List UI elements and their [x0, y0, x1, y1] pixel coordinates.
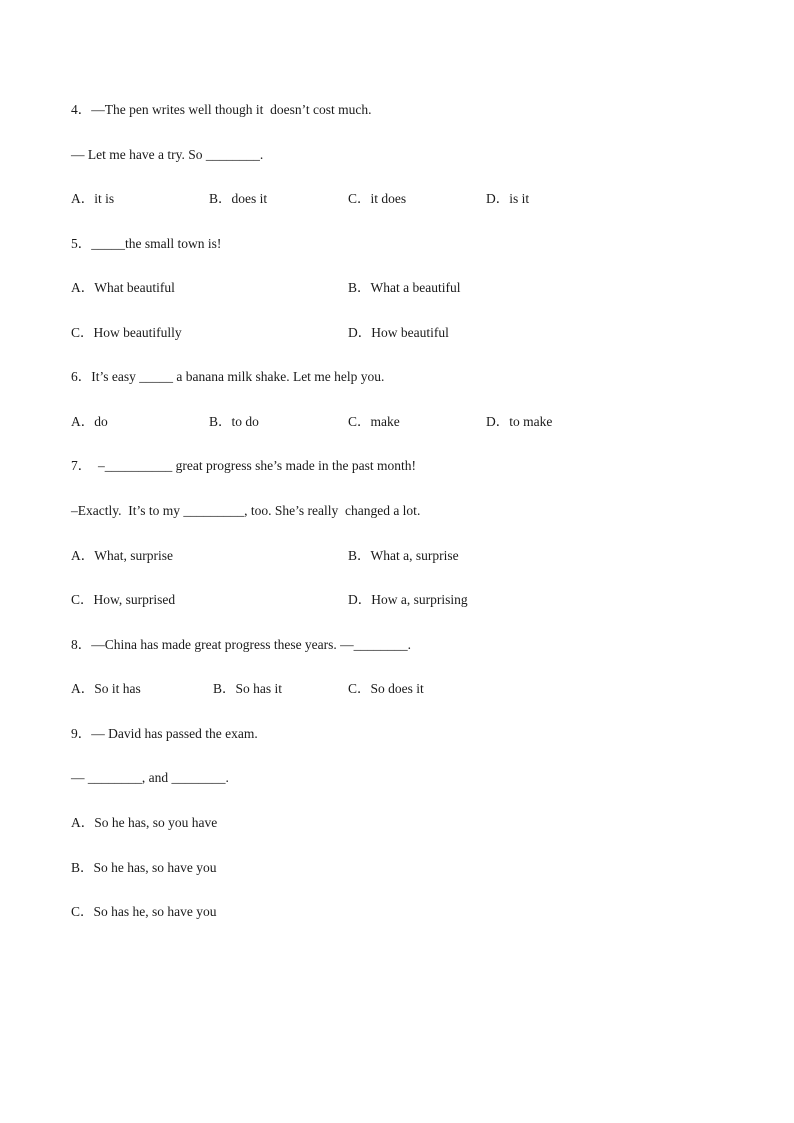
question-4-option-d: D．is it — [486, 191, 530, 206]
question-7-option-a: A．What, surprise — [71, 548, 173, 563]
question-9-reply: — ________, and ________. — [71, 770, 229, 785]
question-7-reply: –Exactly. It’s to my _________, too. She’s really changed a lot. — [71, 503, 421, 518]
question-5-option-b: B．What a beautiful — [348, 280, 461, 295]
question-6-option-c: C．make — [348, 414, 400, 429]
question-6-stem: 6．It’s easy _____ a banana milk shake. Let me help you. — [71, 369, 385, 384]
question-8-option-a: A．So it has — [71, 681, 141, 696]
question-9-option-b: B．So he has, so have you — [71, 860, 217, 875]
question-8-option-b: B．So has it — [213, 681, 283, 696]
question-4-option-a: A．it is — [71, 191, 115, 206]
question-4-option-c: C．it does — [348, 191, 407, 206]
question-5-option-a: A．What beautiful — [71, 280, 175, 295]
question-9-option-c: C．So has he, so have you — [71, 904, 217, 919]
question-7-stem: 7． –__________ great progress she’s made in the past month! — [71, 458, 416, 473]
question-4-stem: 4．—The pen writes well though it doesn’t cost much. — [71, 102, 372, 117]
question-9-stem: 9．— David has passed the exam. — [71, 726, 258, 741]
question-6-option-b: B．to do — [209, 414, 259, 429]
question-7-option-b: B．What a, surprise — [348, 548, 459, 563]
question-4-reply: — Let me have a try. So ________. — [71, 147, 264, 162]
question-9-option-a: A．So he has, so you have — [71, 815, 218, 830]
question-5-option-d: D．How beautiful — [348, 325, 449, 340]
question-6-option-d: D．to make — [486, 414, 553, 429]
question-8-option-c: C．So does it — [348, 681, 424, 696]
question-4-option-b: B．does it — [209, 191, 268, 206]
question-7-option-d: D．How a, surprising — [348, 592, 468, 607]
question-7-option-c: C．How, surprised — [71, 592, 176, 607]
question-5-stem: 5．_____the small town is! — [71, 236, 222, 251]
question-8-stem: 8．—China has made great progress these years. —________. — [71, 637, 412, 652]
question-6-option-a: A．do — [71, 414, 108, 429]
question-5-option-c: C．How beautifully — [71, 325, 182, 340]
